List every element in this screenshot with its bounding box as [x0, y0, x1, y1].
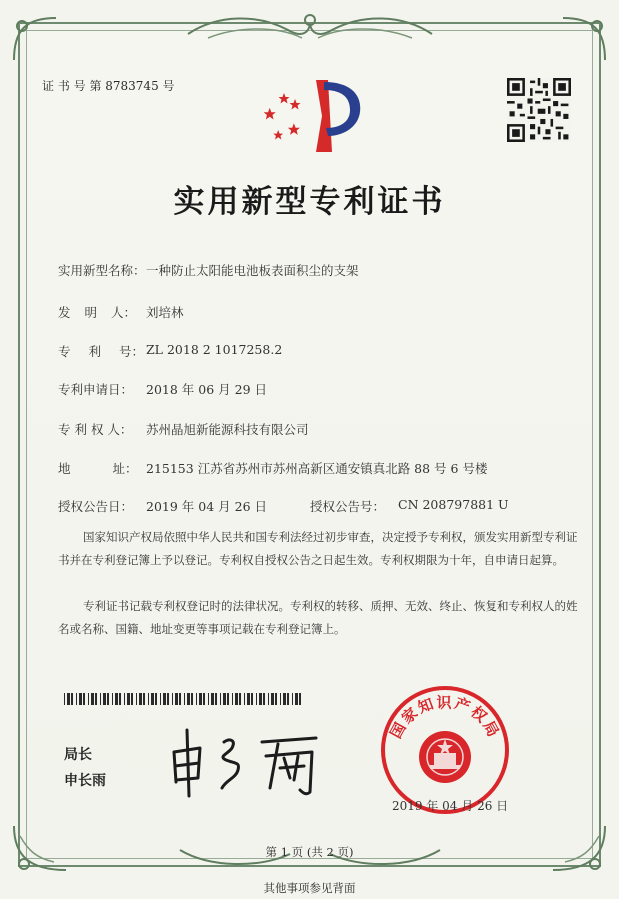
grant-date-label: 授权公告日：: [58, 499, 134, 514]
director-name: 申长雨: [64, 773, 106, 789]
patent-office-logo: [262, 76, 366, 156]
grant-statement-paragraph: 国家知识产权局依照中华人民共和国专利法经过初步审查，决定授予专利权，颁发实用新型专利证书并在专利登记簿上予以登记。专利权自授权公告之日起生效。专利权期限为十年，自申请日起算。: [58, 530, 578, 567]
patentee-label: 专 利 权 人：: [58, 422, 133, 437]
barcode: [64, 693, 308, 705]
utility-model-name-value: 一种防止太阳能电池板表面积尘的支架: [146, 263, 359, 278]
inventor-value: 刘培林: [146, 305, 184, 320]
grant-number-label: 授权公告号：: [310, 499, 386, 514]
seal-text: 国家知识产权局: [386, 693, 504, 742]
legal-status-paragraph: 专利证书记载专利权登记时的法律状况。专利权的转移、质押、无效、终止、恢复和专利权人的姓名或名称、国籍、地址变更等事项记载在专利登记簿上。: [58, 599, 578, 636]
director-title: 局长: [64, 747, 92, 763]
patent-number-label: 专 利 号：: [58, 344, 144, 359]
certificate-title: 实用新型专利证书: [173, 184, 446, 220]
application-date-value: 2018 年 06 月 29 日: [146, 382, 267, 397]
footer-note: 其他事项参见背面: [263, 881, 356, 895]
application-date-label: 专利申请日：: [58, 382, 134, 397]
patentee-value: 苏州晶旭新能源科技有限公司: [146, 422, 309, 437]
certificate-number: 证 书 号 第 8783745 号: [42, 79, 175, 93]
page-number: 第 1 页 (共 2 页): [265, 845, 354, 859]
corner-ornament-top-left: [6, 10, 66, 70]
grant-date-value: 2019 年 04 月 26 日: [146, 499, 267, 514]
qr-code: [507, 78, 571, 142]
inventor-label: 发 明 人：: [58, 305, 136, 320]
handwritten-signature: [166, 722, 326, 800]
address-label: 地 址：: [58, 461, 138, 476]
address-value: 215153 江苏省苏州市苏州高新区通安镇真北路 88 号 6 号楼: [146, 461, 488, 476]
patent-number-value: ZL 2018 2 1017258.2: [146, 342, 283, 357]
grant-number-value: CN 208797881 U: [398, 497, 509, 512]
seal-date: 2019 年 04 月 26 日: [392, 799, 509, 813]
corner-ornament-top-right: [553, 10, 613, 70]
top-ornament: [178, 10, 442, 44]
utility-model-name-label: 实用新型名称：: [58, 263, 146, 278]
